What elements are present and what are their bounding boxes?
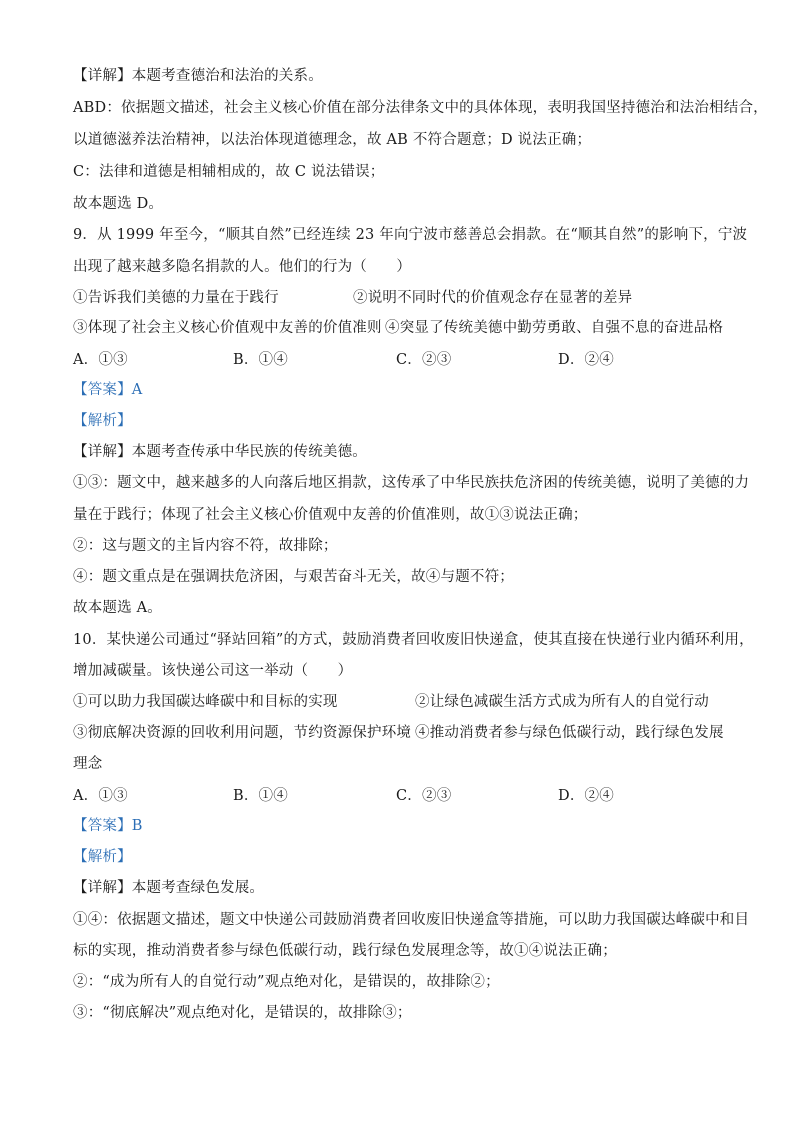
paragraph-line: ①③：题文中，越来越多的人向落后地区捐款，这传承了中华民族扶危济困的传统美德，说明了美德的力 <box>73 475 750 491</box>
paragraph-line: ①④：依据题文描述，题文中快递公司鼓励消费者回收废旧快递盒等措施，可以助力我国碳达峰碳中和目 <box>73 912 750 928</box>
paragraph-line: ③：“彻底解决”观点绝对化，是错误的，故排除③； <box>73 1005 412 1021</box>
statement-option: ③彻底解决资源的回收利用问题，节约资源保护环境 <box>73 725 412 741</box>
question-9-stem: 出现了越来越多隐名捐款的人。他们的行为（ ） <box>73 259 412 275</box>
analysis-label: 【解析】 <box>73 413 132 429</box>
question-10-stem: 10．某快递公司通过“驿站回箱”的方式，鼓励消费者回收废旧快递盒，使其直接在快递行业内循环利用， <box>73 632 754 648</box>
paragraph-line: 故本题选 A。 <box>73 600 162 616</box>
paragraph-line: ②：这与题文的主旨内容不符，故排除； <box>73 538 338 554</box>
detail-heading: 【详解】本题考查绿色发展。 <box>73 880 265 896</box>
question-9-stem: 9．从 1999 年至今，“顺其自然”已经连续 23 年向宁波市慈善总会捐款。在“顺其自然”的影响下，宁波 <box>73 227 748 243</box>
paragraph-line: 理念 <box>73 756 103 772</box>
paragraph-line: C：法律和道德是相辅相成的，故 C 说法错误； <box>73 164 385 180</box>
question-10-stem: 增加减碳量。该快递公司这一举动（ ） <box>73 663 353 679</box>
paragraph-line: 以道德滋养法治精神，以法治体现道德理念，故 AB 不符合题意；D 说法正确； <box>73 132 592 148</box>
analysis-label: 【解析】 <box>73 849 132 865</box>
choice-c: C．②③ <box>396 352 452 368</box>
choice-a: A．①③ <box>73 788 128 804</box>
detail-heading: 【详解】本题考查传承中华民族的传统美德。 <box>73 444 367 460</box>
choice-d: D．②④ <box>558 788 614 804</box>
choice-a: A．①③ <box>73 352 128 368</box>
choice-b: B．①④ <box>233 788 288 804</box>
choice-b: B．①④ <box>233 352 288 368</box>
statement-option: ③体现了社会主义核心价值观中友善的价值准则 <box>73 320 382 336</box>
statement-option: ②让绿色减碳生活方式成为所有人的自觉行动 <box>415 694 709 710</box>
choice-d: D．②④ <box>558 352 614 368</box>
statement-option: ①可以助力我国碳达峰碳中和目标的实现 <box>73 694 338 710</box>
answer-label: 【答案】B <box>73 818 143 834</box>
paragraph-line: ④：题文重点是在强调扶危济困，与艰苦奋斗无关，故④与题不符； <box>73 569 514 585</box>
detail-heading: 【详解】本题考查德治和法治的关系。 <box>73 68 323 84</box>
paragraph-line: ②：“成为所有人的自觉行动”观点绝对化，是错误的，故排除②； <box>73 974 500 990</box>
statement-option: ②说明不同时代的价值观念存在显著的差异 <box>353 290 633 306</box>
statement-option: ④突显了传统美德中勤劳勇敢、自强不息的奋进品格 <box>385 320 724 336</box>
paragraph-line: 量在于践行；体现了社会主义核心价值观中友善的价值准则，故①③说法正确； <box>73 507 588 523</box>
paragraph-line: 标的实现，推动消费者参与绿色低碳行动，践行绿色发展理念等，故①④说法正确； <box>73 943 617 959</box>
answer-label: 【答案】A <box>73 382 143 398</box>
statement-option: ①告诉我们美德的力量在于践行 <box>73 290 279 306</box>
paragraph-line: 故本题选 D。 <box>73 196 164 212</box>
paragraph-line: ABD：依据题文描述，社会主义核心价值在部分法律条文中的具体体现，表明我国坚持德治和法治相结合， <box>73 100 768 116</box>
choice-c: C．②③ <box>396 788 452 804</box>
statement-option: ④推动消费者参与绿色低碳行动，践行绿色发展 <box>415 725 724 741</box>
